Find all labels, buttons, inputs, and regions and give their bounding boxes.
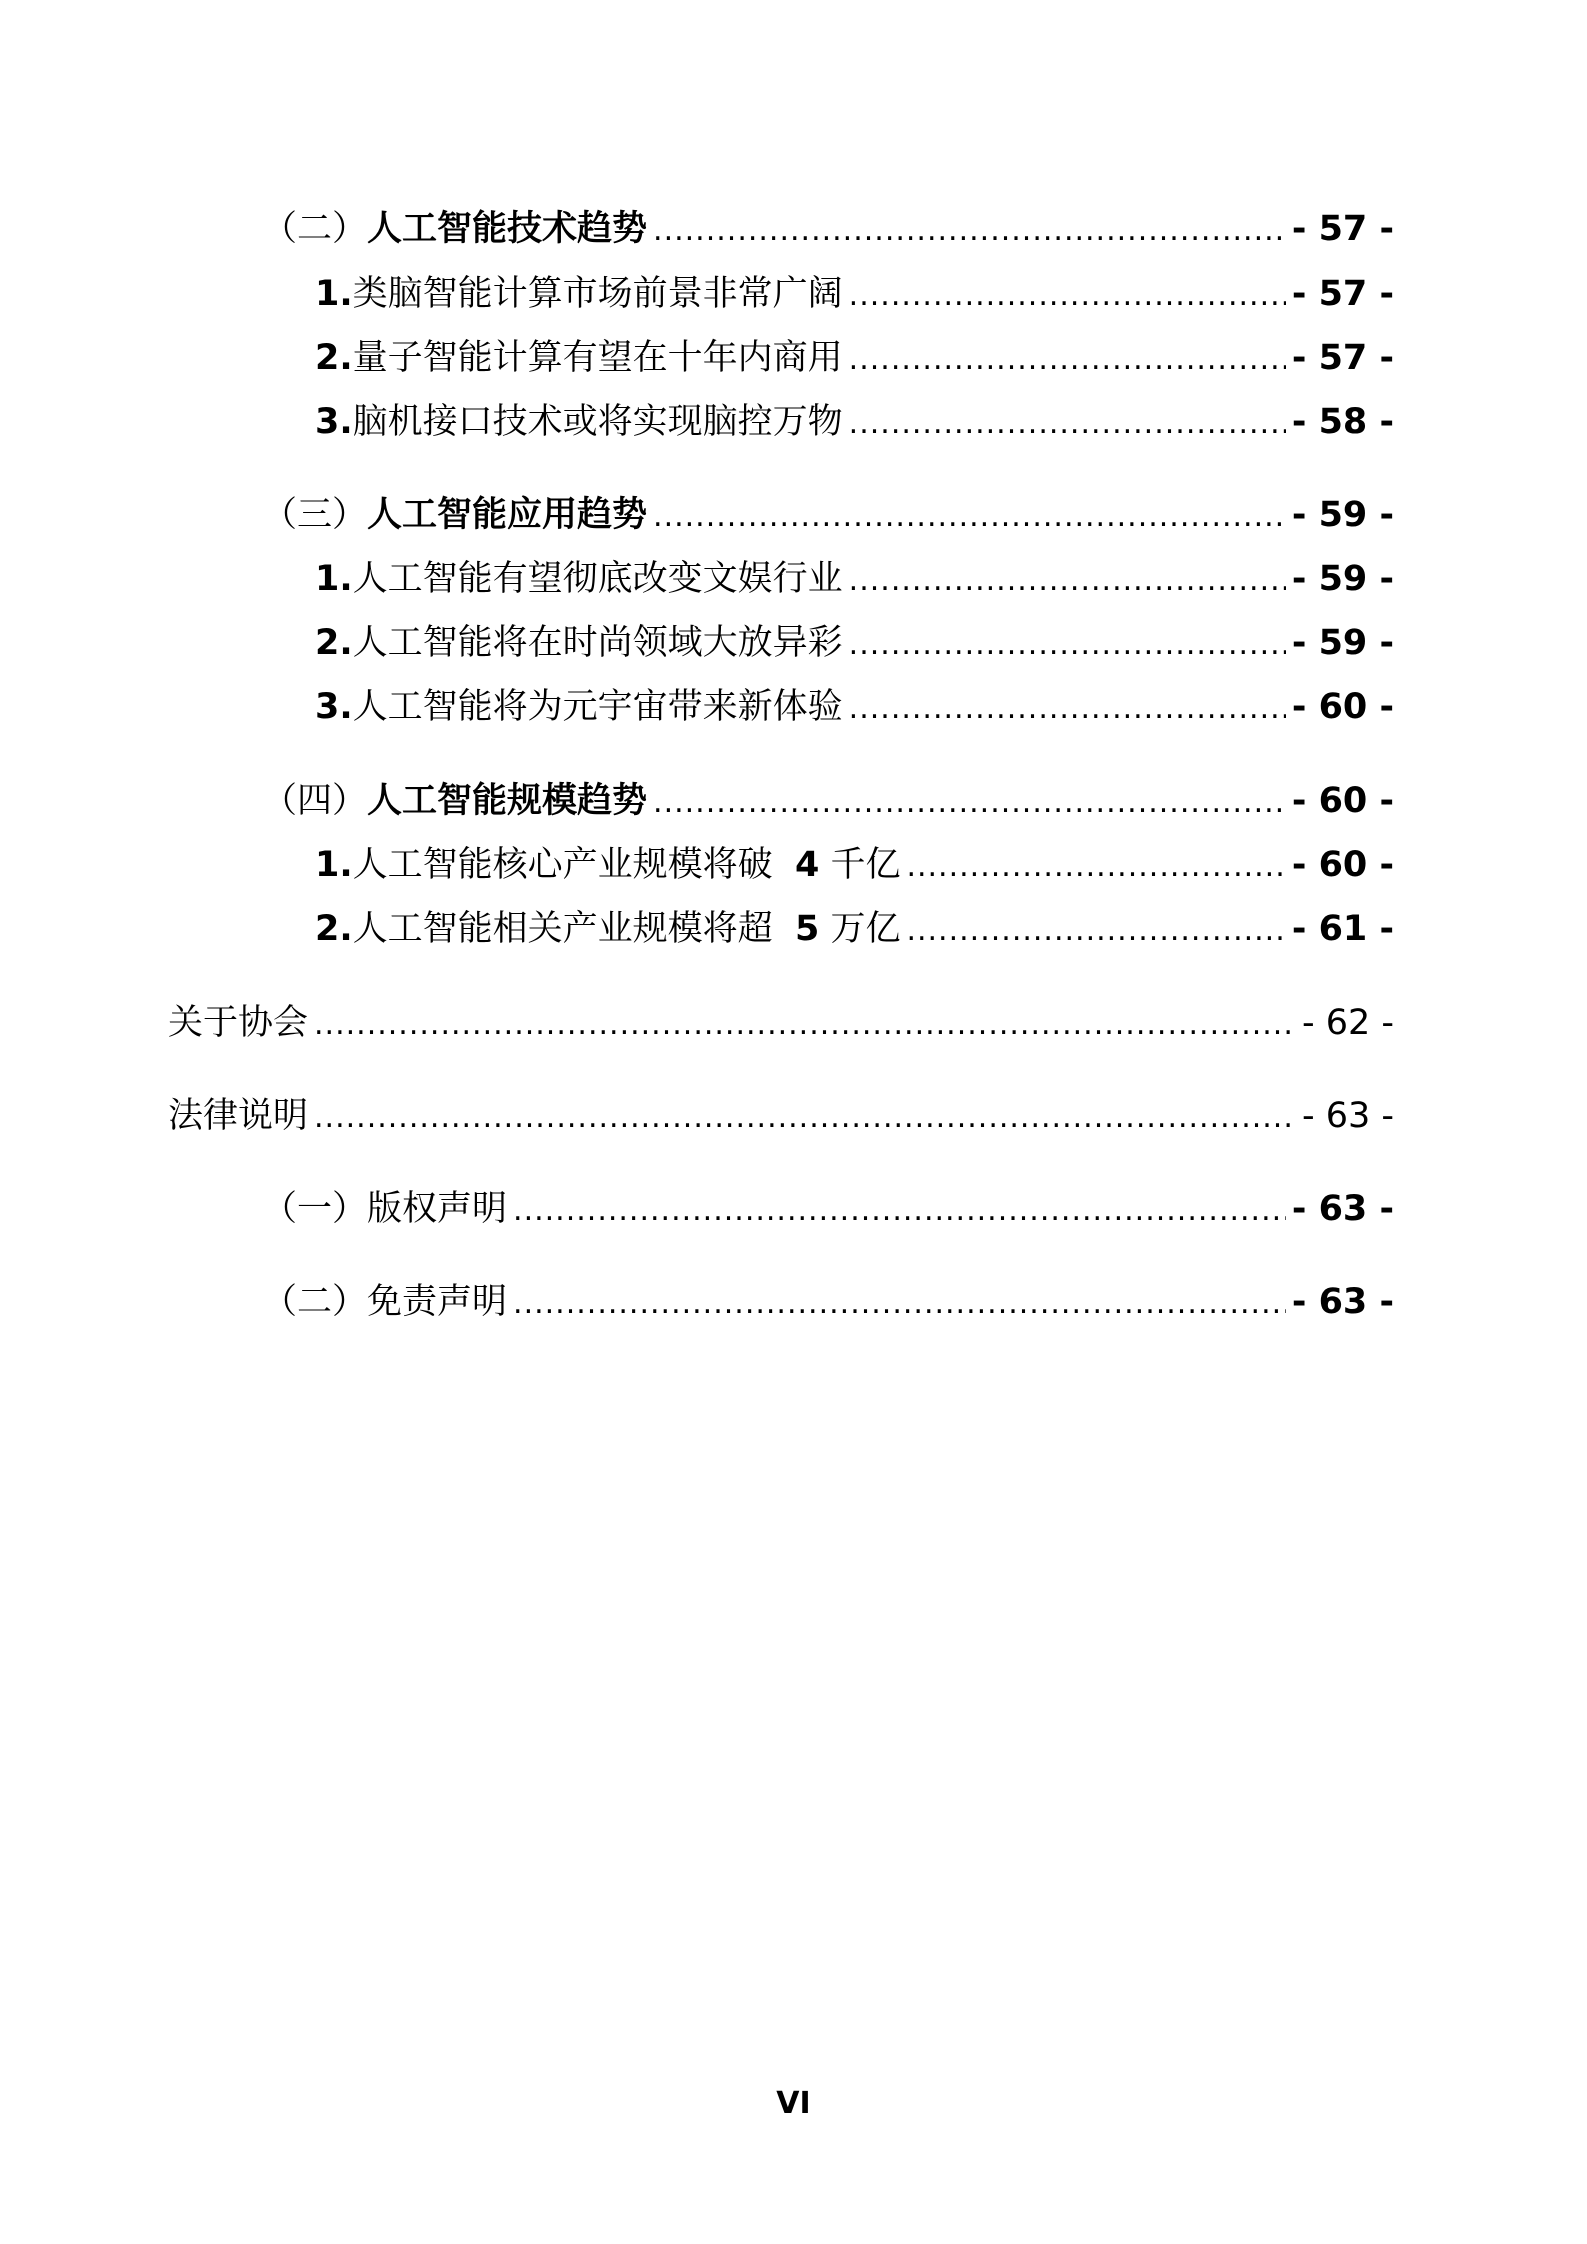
toc-entry-sec2-1[interactable] <box>315 270 1394 318</box>
toc-prefix: （四） <box>262 781 368 821</box>
toc-title-text: 人工智能核心产业规模将破 <box>352 845 773 885</box>
toc-entry-legal-2[interactable] <box>262 1278 1394 1326</box>
toc-entry-sec3-1[interactable] <box>315 555 1394 603</box>
toc-page-number: - 59 - <box>1291 623 1394 663</box>
toc-prefix: （三） <box>262 495 368 535</box>
toc-title-text: 万亿 <box>830 909 901 949</box>
toc-prefix: （二） <box>262 209 368 249</box>
toc-leader-dots <box>513 1187 1286 1235</box>
toc-page-number: - 63 - <box>1291 1282 1394 1322</box>
toc-title-text: 千亿 <box>830 845 901 885</box>
toc-leader-dots <box>513 1280 1286 1328</box>
toc-entry-sec3-3[interactable] <box>315 683 1394 731</box>
toc-leader-dots <box>849 685 1286 733</box>
toc-title: 脑机接口技术或将实现脑控万物 <box>352 402 843 442</box>
toc-page-number: - 58 - <box>1291 402 1394 442</box>
toc-leader-dots <box>906 907 1285 955</box>
toc-entry-sec3-2[interactable] <box>315 619 1394 667</box>
toc-leader-dots <box>314 1094 1296 1142</box>
toc-title-number: 4 <box>794 845 820 885</box>
toc-entry-sec3[interactable] <box>262 491 1394 539</box>
toc-number: 2. <box>315 338 353 378</box>
toc-leader-dots <box>849 336 1286 384</box>
toc-number: 1. <box>315 559 353 599</box>
toc-title: 关于协会 <box>168 1003 309 1043</box>
toc-page-number: - 60 - <box>1291 845 1394 885</box>
toc-number: 2. <box>315 909 353 949</box>
toc-prefix: （二） <box>262 1282 368 1322</box>
toc-page-number: - 63 - <box>1301 1096 1394 1136</box>
toc-title-text: 人工智能相关产业规模将超 <box>352 909 773 949</box>
toc-entry-sec2-2[interactable] <box>315 334 1394 382</box>
toc-entry-about[interactable] <box>168 999 1394 1047</box>
toc-title: 版权声明 <box>367 1189 508 1229</box>
toc-page-number: - 59 - <box>1291 495 1394 535</box>
toc-entry-sec4-2[interactable] <box>315 905 1394 953</box>
toc-page-number: - 57 - <box>1291 338 1394 378</box>
toc-number: 1. <box>315 845 353 885</box>
toc-number: 3. <box>315 402 353 442</box>
toc-title-number: 5 <box>794 909 820 949</box>
toc-title: 法律说明 <box>168 1096 309 1136</box>
toc-entry-sec2[interactable] <box>262 205 1394 253</box>
toc-title: 人工智能规模趋势 <box>367 781 648 821</box>
toc-page-number: - 61 - <box>1291 909 1394 949</box>
toc-title: 量子智能计算有望在十年内商用 <box>352 338 843 378</box>
toc-title <box>353 841 901 889</box>
toc-prefix: （一） <box>262 1189 368 1229</box>
toc-entry-sec4-1[interactable] <box>315 841 1394 889</box>
toc-page-number: - 57 - <box>1291 209 1394 249</box>
toc-leader-dots <box>849 272 1286 320</box>
toc-page-number: - 62 - <box>1301 1003 1394 1043</box>
toc-title: 人工智能应用趋势 <box>367 495 648 535</box>
toc-title: 人工智能将在时尚领域大放异彩 <box>352 623 843 663</box>
toc-title <box>353 905 901 953</box>
toc-title: 类脑智能计算市场前景非常广阔 <box>352 274 843 314</box>
page-footer-number: VI <box>776 2086 811 2121</box>
toc-title: 人工智能有望彻底改变文娱行业 <box>352 559 843 599</box>
toc-leader-dots <box>849 400 1286 448</box>
toc-leader-dots <box>849 557 1286 605</box>
toc-title: 人工智能技术趋势 <box>367 209 648 249</box>
toc-page-number: - 57 - <box>1291 274 1394 314</box>
toc-leader-dots <box>653 207 1286 255</box>
toc-number: 2. <box>315 623 353 663</box>
toc-leader-dots <box>653 493 1286 541</box>
toc-entry-legal[interactable] <box>168 1092 1394 1140</box>
toc-title: 人工智能将为元宇宙带来新体验 <box>352 687 843 727</box>
toc-leader-dots <box>653 779 1286 827</box>
toc-leader-dots <box>849 621 1286 669</box>
toc-entry-sec4[interactable] <box>262 777 1394 825</box>
toc-leader-dots <box>906 843 1285 891</box>
toc-page-number: - 60 - <box>1291 781 1394 821</box>
toc-number: 1. <box>315 274 353 314</box>
toc-number: 3. <box>315 687 353 727</box>
toc-page-number: - 59 - <box>1291 559 1394 599</box>
toc-page-number: - 63 - <box>1291 1189 1394 1229</box>
toc-entry-sec2-3[interactable] <box>315 398 1394 446</box>
toc-page-number: - 60 - <box>1291 687 1394 727</box>
toc-entry-legal-1[interactable] <box>262 1185 1394 1233</box>
toc-leader-dots <box>314 1001 1296 1049</box>
toc-title: 免责声明 <box>367 1282 508 1322</box>
